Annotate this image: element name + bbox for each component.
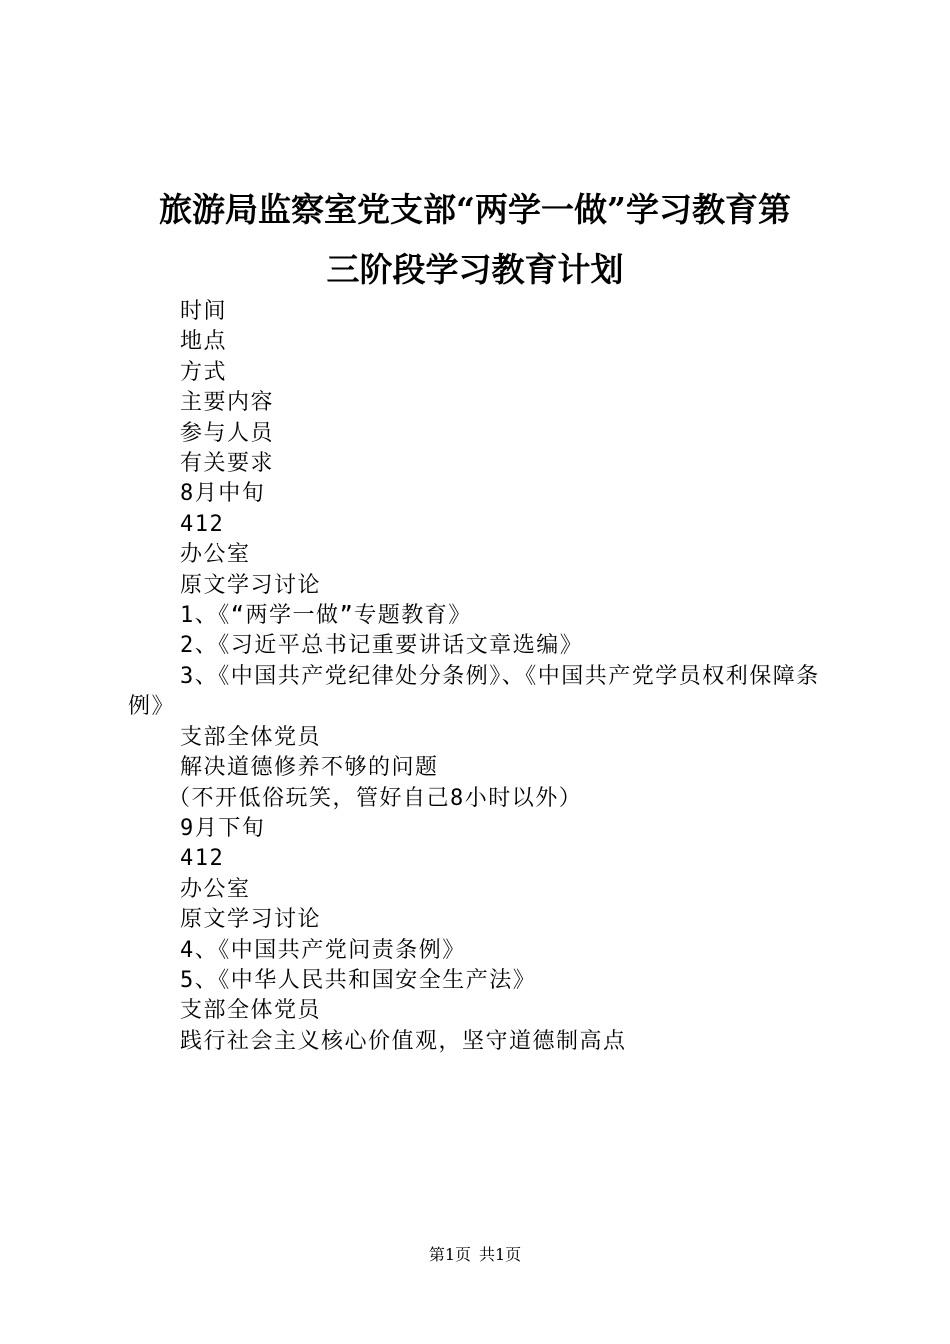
document-title-line-1: 旅游局监察室党支部“两学一做”学习教育第 (159, 190, 791, 229)
body-line: 9月下旬 (180, 815, 266, 841)
document-title-line-2: 三阶段学习教育计划 (326, 250, 624, 289)
body-line: 412 (180, 846, 225, 872)
page-footer (0, 1244, 950, 1266)
body-line: 时间 (180, 299, 228, 324)
body-line: 主要内容 (180, 390, 275, 416)
body-line: 8月中旬 (180, 481, 266, 507)
body-line: 参与人员 (180, 420, 275, 446)
body-line: 原文学习讨论 (180, 572, 322, 598)
body-line: （不开低俗玩笑，管好自己8小时以外） (168, 785, 583, 811)
body-line: 地点 (180, 329, 228, 355)
document-body (128, 297, 828, 1057)
body-line: 4、《中国共产党问责条例》 (180, 937, 466, 963)
body-line: 2、《习近平总书记重要讲话文章选编》 (180, 633, 584, 659)
body-line: 方式 (180, 359, 228, 385)
body-line: 践行社会主义核心价值观，坚守道德制高点 (180, 1028, 627, 1054)
body-line: 有关要求 (180, 451, 275, 477)
page-number: 第1页 (428, 1245, 471, 1264)
body-line: 原文学习讨论 (180, 907, 322, 933)
body-line: 办公室 (180, 876, 251, 902)
body-line: 解决道德修养不够的问题 (180, 755, 439, 781)
body-line: 3、《中国共产党纪律处分条例》、《中国共产党学员权利保障条例》 (128, 663, 820, 720)
body-line: 1、《“两学一做”专题教育》 (180, 603, 472, 629)
page-total: 共1页 (479, 1245, 522, 1264)
body-line: 412 (180, 511, 225, 537)
body-line: 支部全体党员 (180, 998, 322, 1024)
body-line: 支部全体党员 (180, 724, 322, 750)
body-line: 办公室 (180, 542, 251, 568)
body-line: 5、《中华人民共和国安全生产法》 (180, 967, 537, 993)
